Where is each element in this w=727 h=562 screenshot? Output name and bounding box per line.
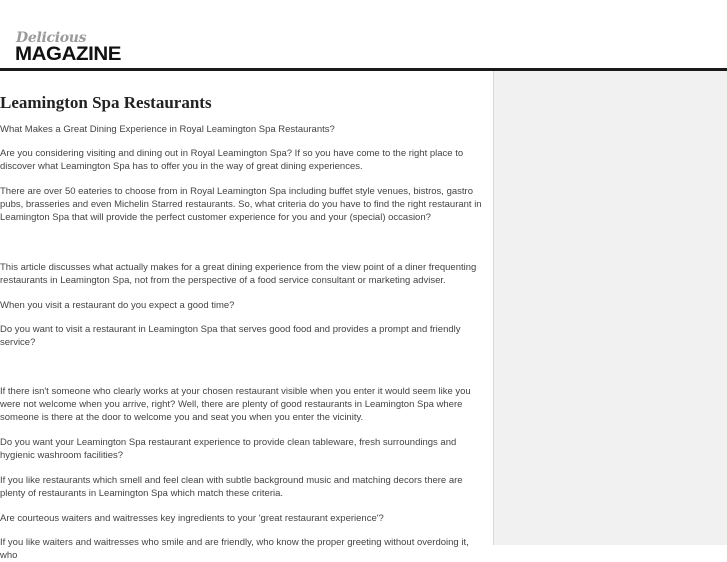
logo-script-text: Delicious [16, 30, 87, 46]
article-paragraph: What Makes a Great Dining Experience in Royal Leamington Spa Restaurants? [0, 124, 335, 135]
article-paragraph: Are you considering visiting and dining out in Royal Leamington Spa? If so you have come to the right place to discover what Leamington Spa has to offer you in the way of great dining experiences. [0, 148, 464, 172]
article-paragraph: If you like waiters and waitresses who smile and are friendly, who know the proper greeting without overdoing it, who [0, 537, 469, 561]
article-paragraph: Do you want your Leamington Spa restaurant experience to provide clean tableware, fresh surroundings and hygienic washroom facilities? [0, 437, 457, 461]
article-paragraph: If you like restaurants which smell and feel clean with subtle background music and matching decors there are plenty of restaurants in Leamington Spa which match these criteria. [0, 475, 463, 499]
sidebar [493, 71, 727, 545]
article-paragraph: If there isn't someone who clearly works at your chosen restaurant visible when you enter it would seem like you were not welcome when you arrive, right? Well, there are plenty of good restaurants in Leamington Spa where someone is there at the door to welcome you and seat you when you enter the vicinity. [0, 386, 471, 423]
article-paragraph: This article discusses what actually makes for a great dining experience from the view point of a diner frequenting restaurants in Leamington Spa, not from the perspective of a food service consultant or marketing adviser. [0, 262, 477, 286]
page-title: Leamington Spa Restaurants [0, 93, 212, 112]
logo-wordmark: MAGAZINE [15, 44, 121, 65]
site-header [0, 0, 727, 72]
article-paragraph: There are over 50 eateries to choose from in Royal Leamington Spa including buffet style venues, bistros, gastro pubs, brasseries and even Michelin Starred restaurants. So, what criteria do you have to find the right restaurant in Leamington Spa that will provide the perfect customer experience for you and your (special) occasion? [0, 186, 482, 223]
article-paragraph: Do you want to visit a restaurant in Leamington Spa that serves good food and provides a prompt and friendly service? [0, 324, 461, 348]
article-paragraph: Are courteous waiters and waitresses key ingredients to your 'great restaurant experience'? [0, 513, 384, 524]
site-logo[interactable] [15, 30, 127, 66]
article-paragraph: When you visit a restaurant do you expect a good time? [0, 300, 235, 311]
